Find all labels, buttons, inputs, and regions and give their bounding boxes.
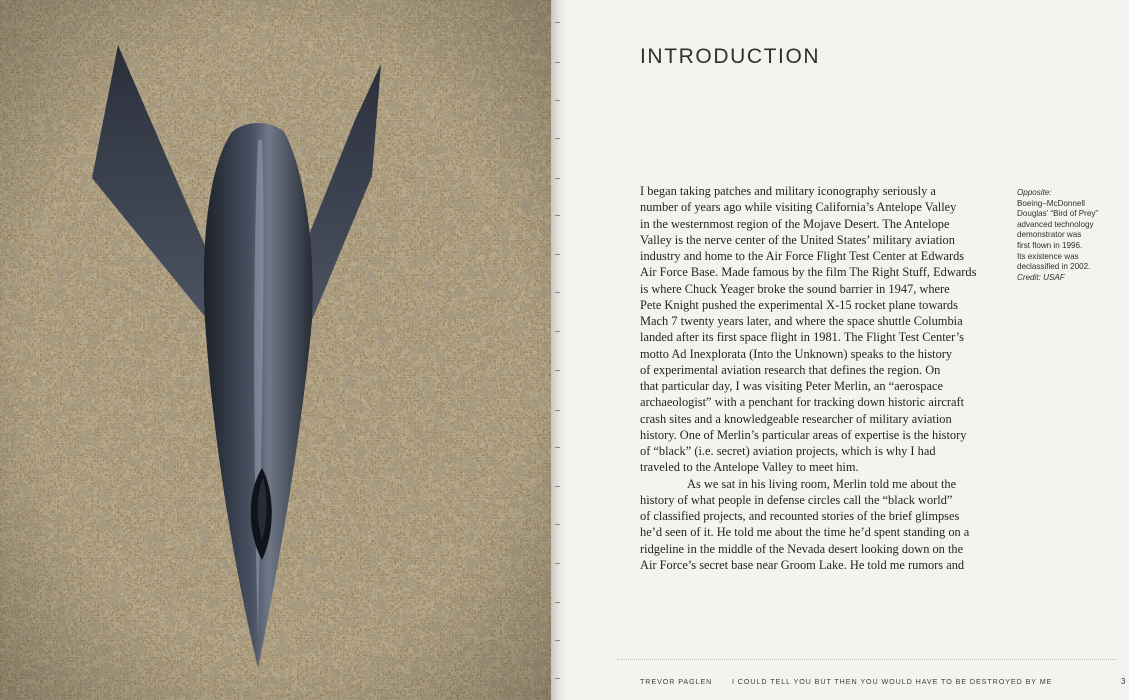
body-line: crash sites and a knowledgeable researcher of military aviation	[640, 411, 952, 426]
body-line: ridgeline in the middle of the Nevada desert looking down on the	[640, 541, 964, 556]
binding-mark	[555, 22, 560, 23]
binding-mark	[555, 62, 560, 63]
binding-mark	[555, 563, 560, 564]
body-line: of experimental aviation research that defines the region. On	[640, 362, 941, 377]
body-line: Pete Knight pushed the experimental X-15 rocket plane towards	[640, 297, 958, 312]
binding-mark	[555, 447, 560, 448]
page-number: 3	[1121, 677, 1126, 686]
body-line: history of what people in defense circles call the “black world”	[640, 492, 953, 507]
caption-line: advanced technology	[1017, 219, 1094, 229]
body-line: he’d seen of it. He told me about the time he’d spent standing on a	[640, 525, 970, 540]
binding-mark	[555, 370, 560, 371]
body-line: Mach 7 twenty years later, and where the space shuttle Columbia	[640, 314, 963, 328]
caption-line: first flown in 1996.	[1017, 240, 1083, 250]
binding-mark	[555, 331, 560, 332]
binding-mark	[555, 678, 560, 679]
page-gutter	[551, 0, 575, 700]
binding-mark	[555, 292, 560, 293]
aircraft-photo	[0, 0, 556, 700]
caption-line: Douglas’ “Bird of Prey”	[1017, 209, 1099, 219]
binding-mark	[555, 138, 560, 139]
bird-of-prey-photo	[0, 0, 556, 700]
binding-mark	[555, 602, 560, 603]
binding-mark	[555, 524, 560, 525]
body-line: Air Force Base. Made famous by the film The Right Stuff, Edwards	[640, 265, 977, 280]
body-line: traveled to the Antelope Valley to meet him.	[640, 460, 859, 475]
binding-mark	[555, 100, 560, 101]
binding-mark	[555, 640, 560, 641]
binding-mark	[555, 410, 560, 411]
body-line: archaeologist” with a penchant for tracking down historic aircraft	[640, 395, 965, 410]
body-line: As we sat in his living room, Merlin told me about the	[687, 476, 957, 491]
caption-line: declassified in 2002.	[1017, 262, 1091, 272]
body-line: motto Ad Inexplorata (Into the Unknown) speaks to the history	[640, 346, 953, 361]
body-line: number of years ago while visiting California’s Antelope Valley	[640, 200, 957, 215]
footer-author: TREVOR PAGLEN	[640, 677, 713, 686]
body-line: history. One of Merlin’s particular areas of expertise is the history	[640, 427, 967, 442]
footer-rule	[617, 659, 1115, 660]
text-page	[575, 0, 1129, 700]
binding-mark	[555, 254, 560, 255]
chapter-title: INTRODUCTION	[640, 45, 821, 68]
footer-book-title: I COULD TELL YOU BUT THEN YOU WOULD HAVE TO BE DESTROYED BY ME	[732, 677, 1053, 686]
body-line: I began taking patches and military iconography seriously a	[640, 184, 936, 198]
caption-credit: Credit: USAF	[1017, 272, 1065, 282]
binding-mark	[555, 178, 560, 179]
body-line: is where Chuck Yeager broke the sound barrier in 1947, where	[640, 281, 950, 296]
body-line: that particular day, I was visiting Peter Merlin, an “aerospace	[640, 379, 943, 393]
binding-mark	[555, 215, 560, 216]
caption-line: Its existence was	[1017, 251, 1079, 261]
caption-line: Boeing–McDonnell	[1017, 198, 1085, 208]
caption-label: Opposite:	[1017, 188, 1052, 197]
body-line: in the westernmost region of the Mojave Desert. The Antelope	[640, 216, 950, 231]
binding-mark	[555, 486, 560, 487]
body-line: of “black” (i.e. secret) aviation projects, which is why I had	[640, 444, 936, 458]
introduction-body	[640, 183, 1000, 573]
photo-caption	[1017, 188, 1117, 283]
caption-line: demonstrator was	[1017, 230, 1082, 240]
body-line: Valley is the nerve center of the United States’ military aviation	[640, 232, 955, 247]
body-line: landed after its first space flight in 1981. The Flight Test Center’s	[640, 330, 964, 345]
body-line: of classified projects, and recounted stories of the brief glimpses	[640, 509, 960, 523]
body-line: industry and home to the Air Force Flight Test Center at Edwards	[640, 249, 965, 263]
body-line: Air Force’s secret base near Groom Lake. He told me rumors and	[640, 557, 965, 572]
